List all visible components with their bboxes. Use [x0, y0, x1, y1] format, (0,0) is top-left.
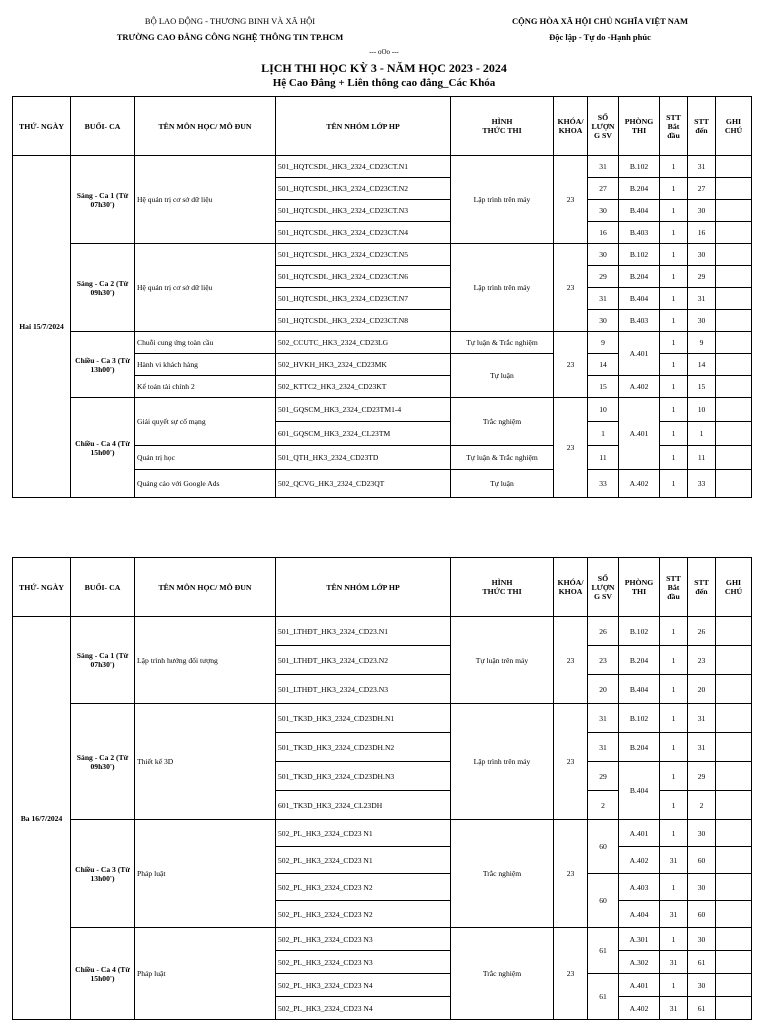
format-cell: Lập trình trên máy [451, 244, 554, 332]
end-cell: 30 [688, 200, 716, 222]
table-row [13, 332, 752, 354]
note-cell [716, 470, 752, 498]
group-cell: 501_HQTCSDL_HK3_2324_CD23CT.N2 [276, 178, 451, 200]
format-cell: Lập trình trên máy [451, 704, 554, 820]
note-cell [716, 178, 752, 200]
start-cell: 1 [660, 675, 688, 704]
count-cell: 27 [588, 178, 619, 200]
end-cell: 31 [688, 156, 716, 178]
room-cell: B.204 [619, 733, 660, 762]
start-cell: 1 [660, 288, 688, 310]
group-cell: 502_PL_HK3_2324_CD23 N2 [276, 901, 451, 928]
count-cell: 20 [588, 675, 619, 704]
group-cell: 601_GQSCM_HK3_2324_CL23TM [276, 422, 451, 446]
col-format: HÌNH THỨC THI [451, 558, 554, 617]
count-cell: 30 [588, 200, 619, 222]
subject-cell: Thiết kế 3D [135, 704, 276, 820]
page-title: LỊCH THI HỌC KỲ 3 - NĂM HỌC 2023 - 2024 [261, 61, 507, 75]
end-cell: 10 [688, 398, 716, 422]
start-cell: 1 [660, 974, 688, 997]
session-cell: Chiều - Ca 4 (Từ 15h00') [71, 928, 135, 1020]
note-cell [716, 733, 752, 762]
room-cell: B.404 [619, 762, 660, 820]
room-cell: A.403 [619, 874, 660, 901]
format-cell: Tự luận [451, 354, 554, 398]
col-session: BUỔI- CA [71, 558, 135, 617]
session-cell: Sáng - Ca 2 (Từ 09h30') [71, 244, 135, 332]
room-cell: A.401 [619, 332, 660, 376]
table-row [13, 617, 752, 646]
group-cell: 502_QCVG_HK3_2324_CD23QT [276, 470, 451, 498]
start-cell: 1 [660, 178, 688, 200]
cohort-cell: 23 [554, 156, 588, 244]
end-cell: 11 [688, 446, 716, 470]
subject-cell: Quản trị học [135, 446, 276, 470]
format-cell: Tự luận & Trắc nghiệm [451, 446, 554, 470]
room-cell: B.404 [619, 675, 660, 704]
school-name: TRƯỜNG CAO ĐẲNG CÔNG NGHỆ THÔNG TIN TP.HCM [116, 32, 344, 42]
col-day: THỨ- NGÀY [13, 558, 71, 617]
start-cell: 1 [660, 646, 688, 675]
count-cell: 31 [588, 733, 619, 762]
count-cell: 11 [588, 446, 619, 470]
session-cell: Sáng - Ca 2 (Từ 09h30') [71, 704, 135, 820]
col-group: TÊN NHÓM LỚP HP [276, 558, 451, 617]
room-cell: A.302 [619, 951, 660, 974]
count-cell: 23 [588, 646, 619, 675]
col-cohort: KHÓA/ KHOA [554, 558, 588, 617]
group-cell: 502_PL_HK3_2324_CD23 N1 [276, 820, 451, 847]
note-cell [716, 847, 752, 874]
room-cell: B.404 [619, 288, 660, 310]
format-cell: Trắc nghiệm [451, 398, 554, 446]
note-cell [716, 997, 752, 1020]
end-cell: 33 [688, 470, 716, 498]
note-cell [716, 310, 752, 332]
room-cell: A.404 [619, 901, 660, 928]
subject-cell: Pháp luật [135, 928, 276, 1020]
room-cell: A.402 [619, 997, 660, 1020]
count-cell: 26 [588, 617, 619, 646]
start-cell: 1 [660, 470, 688, 498]
end-cell: 30 [688, 928, 716, 951]
note-cell [716, 422, 752, 446]
room-cell: A.402 [619, 847, 660, 874]
count-cell: 14 [588, 354, 619, 376]
count-cell: 30 [588, 310, 619, 332]
subject-cell: Giải quyết sự cố mạng [135, 398, 276, 446]
col-end: STT đến [688, 558, 716, 617]
start-cell: 1 [660, 617, 688, 646]
count-cell: 60 [588, 874, 619, 928]
national-motto: Độc lập - Tự do -Hạnh phúc [549, 32, 651, 42]
count-cell: 31 [588, 288, 619, 310]
count-cell: 29 [588, 266, 619, 288]
col-subject: TÊN MÔN HỌC/ MÔ ĐUN [135, 97, 276, 156]
cohort-cell: 23 [554, 244, 588, 332]
group-cell: 501_LTHĐT_HK3_2324_CD23.N2 [276, 646, 451, 675]
end-cell: 61 [688, 951, 716, 974]
table-row [13, 244, 752, 266]
start-cell: 1 [660, 762, 688, 791]
group-cell: 502_PL_HK3_2324_CD23 N2 [276, 874, 451, 901]
note-cell [716, 675, 752, 704]
note-cell [716, 156, 752, 178]
subject-cell: Kế toán tài chính 2 [135, 376, 276, 398]
session-cell: Sáng - Ca 1 (Từ 07h30') [71, 617, 135, 704]
start-cell: 31 [660, 951, 688, 974]
note-cell [716, 244, 752, 266]
start-cell: 1 [660, 398, 688, 422]
session-cell: Chiều - Ca 4 (Từ 15h00') [71, 398, 135, 498]
note-cell [716, 901, 752, 928]
end-cell: 30 [688, 310, 716, 332]
room-cell: A.401 [619, 974, 660, 997]
start-cell: 1 [660, 733, 688, 762]
note-cell [716, 951, 752, 974]
col-start: STT Bắt đầu [660, 558, 688, 617]
start-cell: 1 [660, 156, 688, 178]
format-cell: Tự luận & Trắc nghiệm [451, 332, 554, 354]
count-cell: 61 [588, 974, 619, 1020]
subject-cell: Lập trình hướng đối tượng [135, 617, 276, 704]
group-cell: 502_PL_HK3_2324_CD23 N4 [276, 974, 451, 997]
note-cell [716, 874, 752, 901]
room-cell: B.403 [619, 222, 660, 244]
count-cell: 61 [588, 928, 619, 974]
group-cell: 502_PL_HK3_2324_CD23 N3 [276, 951, 451, 974]
group-cell: 501_HQTCSDL_HK3_2324_CD23CT.N7 [276, 288, 451, 310]
note-cell [716, 398, 752, 422]
col-note: GHI CHÚ [716, 97, 752, 156]
start-cell: 1 [660, 244, 688, 266]
room-cell: A.402 [619, 470, 660, 498]
start-cell: 1 [660, 222, 688, 244]
group-cell: 501_HQTCSDL_HK3_2324_CD23CT.N1 [276, 156, 451, 178]
room-cell: A.401 [619, 820, 660, 847]
end-cell: 31 [688, 704, 716, 733]
group-cell: 501_LTHĐT_HK3_2324_CD23.N1 [276, 617, 451, 646]
start-cell: 1 [660, 332, 688, 354]
group-cell: 501_LTHĐT_HK3_2324_CD23.N3 [276, 675, 451, 704]
room-cell: B.204 [619, 266, 660, 288]
group-cell: 501_HQTCSDL_HK3_2324_CD23CT.N4 [276, 222, 451, 244]
room-cell: B.204 [619, 646, 660, 675]
format-cell: Trắc nghiệm [451, 928, 554, 1020]
group-cell: 501_TK3D_HK3_2324_CD23DH.N2 [276, 733, 451, 762]
group-cell: 501_GQSCM_HK3_2324_CD23TM1-4 [276, 398, 451, 422]
room-cell: B.404 [619, 200, 660, 222]
group-cell: 501_HQTCSDL_HK3_2324_CD23CT.N8 [276, 310, 451, 332]
room-cell: B.102 [619, 704, 660, 733]
end-cell: 30 [688, 874, 716, 901]
start-cell: 1 [660, 354, 688, 376]
col-start: STT Bắt đầu [660, 97, 688, 156]
count-cell: 33 [588, 470, 619, 498]
subject-cell: Quảng cáo với Google Ads [135, 470, 276, 498]
ministry-name: BỘ LAO ĐỘNG - THƯƠNG BINH VÀ XÃ HỘI [144, 16, 316, 26]
group-cell: 502_PL_HK3_2324_CD23 N1 [276, 847, 451, 874]
note-cell [716, 617, 752, 646]
count-cell: 31 [588, 704, 619, 733]
start-cell: 31 [660, 901, 688, 928]
note-cell [716, 446, 752, 470]
group-cell: 601_TK3D_HK3_2324_CL23DH [276, 791, 451, 820]
cohort-cell: 23 [554, 398, 588, 498]
group-cell: 501_HQTCSDL_HK3_2324_CD23CT.N3 [276, 200, 451, 222]
table-header-row [13, 97, 752, 156]
session-cell: Chiều - Ca 3 (Từ 13h00') [71, 820, 135, 928]
count-cell: 15 [588, 376, 619, 398]
count-cell: 31 [588, 156, 619, 178]
cohort-cell: 23 [554, 332, 588, 398]
end-cell: 30 [688, 820, 716, 847]
start-cell: 1 [660, 874, 688, 901]
format-cell: Trắc nghiệm [451, 820, 554, 928]
note-cell [716, 354, 752, 376]
note-cell [716, 791, 752, 820]
end-cell: 61 [688, 997, 716, 1020]
group-cell: 502_PL_HK3_2324_CD23 N4 [276, 997, 451, 1020]
start-cell: 1 [660, 266, 688, 288]
end-cell: 2 [688, 791, 716, 820]
page-subtitle: Hệ Cao Đẳng + Liên thông cao đẳng_Các Khóa [272, 77, 496, 89]
group-cell: 501_QTH_HK3_2324_CD23TD [276, 446, 451, 470]
note-cell [716, 376, 752, 398]
cohort-cell: 23 [554, 820, 588, 928]
start-cell: 1 [660, 422, 688, 446]
count-cell: 1 [588, 422, 619, 446]
subject-cell: Hệ quản trị cơ sở dữ liệu [135, 244, 276, 332]
col-end: STT đến [688, 97, 716, 156]
end-cell: 60 [688, 901, 716, 928]
day-cell: Ba 16/7/2024 [13, 617, 71, 1020]
group-cell: 501_TK3D_HK3_2324_CD23DH.N1 [276, 704, 451, 733]
room-cell: B.102 [619, 244, 660, 266]
start-cell: 1 [660, 200, 688, 222]
start-cell: 1 [660, 446, 688, 470]
group-cell: 502_HVKH_HK3_2324_CD23MK [276, 354, 451, 376]
end-cell: 9 [688, 332, 716, 354]
start-cell: 1 [660, 704, 688, 733]
end-cell: 26 [688, 617, 716, 646]
end-cell: 29 [688, 266, 716, 288]
col-note: GHI CHÚ [716, 558, 752, 617]
count-cell: 30 [588, 244, 619, 266]
table-row [13, 704, 752, 733]
note-cell [716, 762, 752, 791]
col-session: BUỔI- CA [71, 97, 135, 156]
note-cell [716, 266, 752, 288]
count-cell: 16 [588, 222, 619, 244]
room-cell: B.102 [619, 617, 660, 646]
note-cell [716, 820, 752, 847]
format-cell: Lập trình trên máy [451, 156, 554, 244]
end-cell: 30 [688, 244, 716, 266]
group-cell: 501_HQTCSDL_HK3_2324_CD23CT.N5 [276, 244, 451, 266]
subject-cell: Pháp luật [135, 820, 276, 928]
start-cell: 1 [660, 791, 688, 820]
end-cell: 16 [688, 222, 716, 244]
end-cell: 1 [688, 422, 716, 446]
cohort-cell: 23 [554, 928, 588, 1020]
schedule-table-monday [12, 96, 752, 498]
start-cell: 31 [660, 997, 688, 1020]
note-cell [716, 974, 752, 997]
start-cell: 1 [660, 928, 688, 951]
subject-cell: Chuỗi cung ứng toàn cầu [135, 332, 276, 354]
start-cell: 1 [660, 310, 688, 332]
room-cell: A.401 [619, 398, 660, 470]
col-group: TÊN NHÓM LỚP HP [276, 97, 451, 156]
room-cell: B.102 [619, 156, 660, 178]
col-cohort: KHÓA/ KHOA [554, 97, 588, 156]
table-row [13, 820, 752, 847]
end-cell: 20 [688, 675, 716, 704]
note-cell [716, 288, 752, 310]
group-cell: 502_KTTC2_HK3_2324_CD23KT [276, 376, 451, 398]
room-cell: B.204 [619, 178, 660, 200]
end-cell: 29 [688, 762, 716, 791]
end-cell: 14 [688, 354, 716, 376]
col-format: HÌNH THỨC THI [451, 97, 554, 156]
col-room: PHÒNG THI [619, 558, 660, 617]
room-cell: A.402 [619, 376, 660, 398]
cohort-cell: 23 [554, 704, 588, 820]
note-cell [716, 704, 752, 733]
schedule-table-tuesday [12, 557, 752, 1020]
col-count: SỐ LƯỢN G SV [588, 558, 619, 617]
table-row [13, 156, 752, 178]
session-cell: Chiều - Ca 3 (Từ 13h00') [71, 332, 135, 398]
note-cell [716, 200, 752, 222]
start-cell: 1 [660, 376, 688, 398]
header-separator: --- oOo --- [369, 48, 399, 56]
end-cell: 15 [688, 376, 716, 398]
end-cell: 60 [688, 847, 716, 874]
room-cell: A.301 [619, 928, 660, 951]
format-cell: Tự luận trên máy [451, 617, 554, 704]
col-day: THỨ- NGÀY [13, 97, 71, 156]
group-cell: 501_TK3D_HK3_2324_CD23DH.N3 [276, 762, 451, 791]
note-cell [716, 646, 752, 675]
subject-cell: Hệ quản trị cơ sở dữ liệu [135, 156, 276, 244]
room-cell: B.403 [619, 310, 660, 332]
subject-cell: Hành vi khách hàng [135, 354, 276, 376]
col-count: SỐ LƯỢN G SV [588, 97, 619, 156]
count-cell: 29 [588, 762, 619, 791]
count-cell: 10 [588, 398, 619, 422]
count-cell: 60 [588, 820, 619, 874]
group-cell: 502_CCUTC_HK3_2324_CD23LG [276, 332, 451, 354]
note-cell [716, 332, 752, 354]
end-cell: 31 [688, 288, 716, 310]
day-cell: Hai 15/7/2024 [13, 156, 71, 498]
group-cell: 501_HQTCSDL_HK3_2324_CD23CT.N6 [276, 266, 451, 288]
note-cell [716, 928, 752, 951]
count-cell: 9 [588, 332, 619, 354]
cohort-cell: 23 [554, 617, 588, 704]
format-cell: Tự luận [451, 470, 554, 498]
col-subject: TÊN MÔN HỌC/ MÔ ĐUN [135, 558, 276, 617]
session-cell: Sáng - Ca 1 (Từ 07h30') [71, 156, 135, 244]
end-cell: 31 [688, 733, 716, 762]
col-room: PHÒNG THI [619, 97, 660, 156]
group-cell: 502_PL_HK3_2324_CD23 N3 [276, 928, 451, 951]
start-cell: 31 [660, 847, 688, 874]
end-cell: 23 [688, 646, 716, 675]
table-row [13, 398, 752, 422]
note-cell [716, 222, 752, 244]
end-cell: 27 [688, 178, 716, 200]
count-cell: 2 [588, 791, 619, 820]
country-name: CỘNG HÒA XÃ HỘI CHỦ NGHĨA VIỆT NAM [511, 16, 689, 26]
table-row [13, 928, 752, 951]
table-header-row [13, 558, 752, 617]
end-cell: 30 [688, 974, 716, 997]
start-cell: 1 [660, 820, 688, 847]
